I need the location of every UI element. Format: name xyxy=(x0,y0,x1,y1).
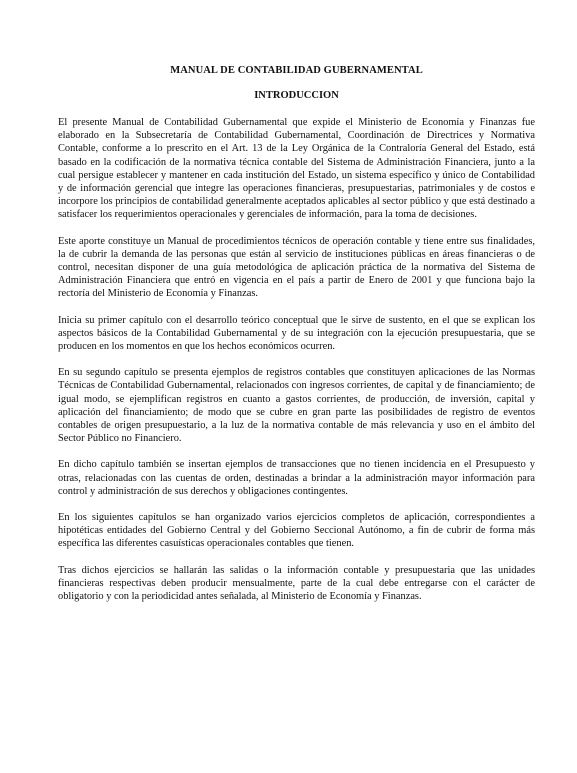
paragraph-4: En su segundo capítulo se presenta ejemplos de registros contables que constituyen aplicaciones de las Normas Técnicas de Contabilidad Gubernamental, relacionados con ingresos corrientes, de capital y de financiamiento; de igual modo, se ejemplifican registros en cuanto a gastos corrientes, de producción, de inversión, capital y aplicación del financiamiento; de modo que se cubre en gran parte las posibilidades de registro de eventos contables de origen presupuestario, a la luz de la normativa contable de más relevancia y uso en el ámbito del Sector Público no Financiero. xyxy=(58,367,535,445)
document-page xyxy=(58,64,535,616)
paragraph-6: En los siguientes capítulos se han organizado varios ejercicios completos de aplicación, correspondientes a hipotéticas entidades del Gobierno Central y del Gobierno Seccional Autónomo, a fin de cubrir de forma más específica las diferentes casuísticas operacionales contables que tienen. xyxy=(58,512,535,550)
paragraph-5: En dicho capítulo también se insertan ejemplos de transacciones que no tienen incidencia en el Presupuesto y otras, relacionadas con las cuentas de orden, destinadas a brindar a la administración mayor información para control y administración de sus derechos y obligaciones contingentes. xyxy=(58,459,535,497)
paragraph-2: Este aporte constituye un Manual de procedimientos técnicos de operación contable y tiene entre sus finalidades, la de cubrir la demanda de las personas que están al servicio de instituciones públicas en áreas financieras o de control, necesitan disponer de una guía metodológica de aplicación práctica de la normativa del Sistema de Administración Financiera que entró en vigencia en el país a partir de Enero de 2001 y que funciona bajo la rectoría del Ministerio de Economía y Finanzas. xyxy=(58,235,535,300)
paragraph-1: El presente Manual de Contabilidad Gubernamental que expide el Ministerio de Economía y Finanzas fue elaborado en la Subsecretaría de Contabilidad Gubernamental, Coordinación de Directrices y Normativa Contable, conforme a lo prescrito en el Art. 13 de la Ley Orgánica de la Contraloría General del Estado, está basado en la codificación de la normativa técnica contable del Sistema de Administración Financiera, junto a la cual persigue establecer y mantener en cada institución del Estado, un sistema específico y único de Contabilidad y de información gerencial que integre las operaciones financieras, presupuestarias, patrimoniales y de costos e incorpore los principios de contabilidad generalmente aceptados aplicables al sector público y que está destinado a satisfacer los requerimientos operacionales y gerenciales de información, para la toma de decisiones. xyxy=(58,117,535,221)
paragraph-7: Tras dichos ejercicios se hallarán las salidas o la información contable y presupuestaria que las unidades financieras respectivas deben producir mensualmente, parte de la cual debe entregarse con el carácter de obligatorio y con la periodicidad antes señalada, al Ministerio de Economía y Finanzas. xyxy=(58,564,535,603)
document-title: MANUAL DE CONTABILIDAD GUBERNAMENTAL xyxy=(170,65,423,76)
section-heading: INTRODUCCION xyxy=(254,90,339,101)
paragraph-3: Inicia su primer capítulo con el desarrollo teórico conceptual que le sirve de sustento, en el que se explican los aspectos básicos de la Contabilidad Gubernamental y de su integración con la ejecución presupuestaria, que se producen en los momentos en que los hechos económicos ocurren. xyxy=(58,314,535,353)
